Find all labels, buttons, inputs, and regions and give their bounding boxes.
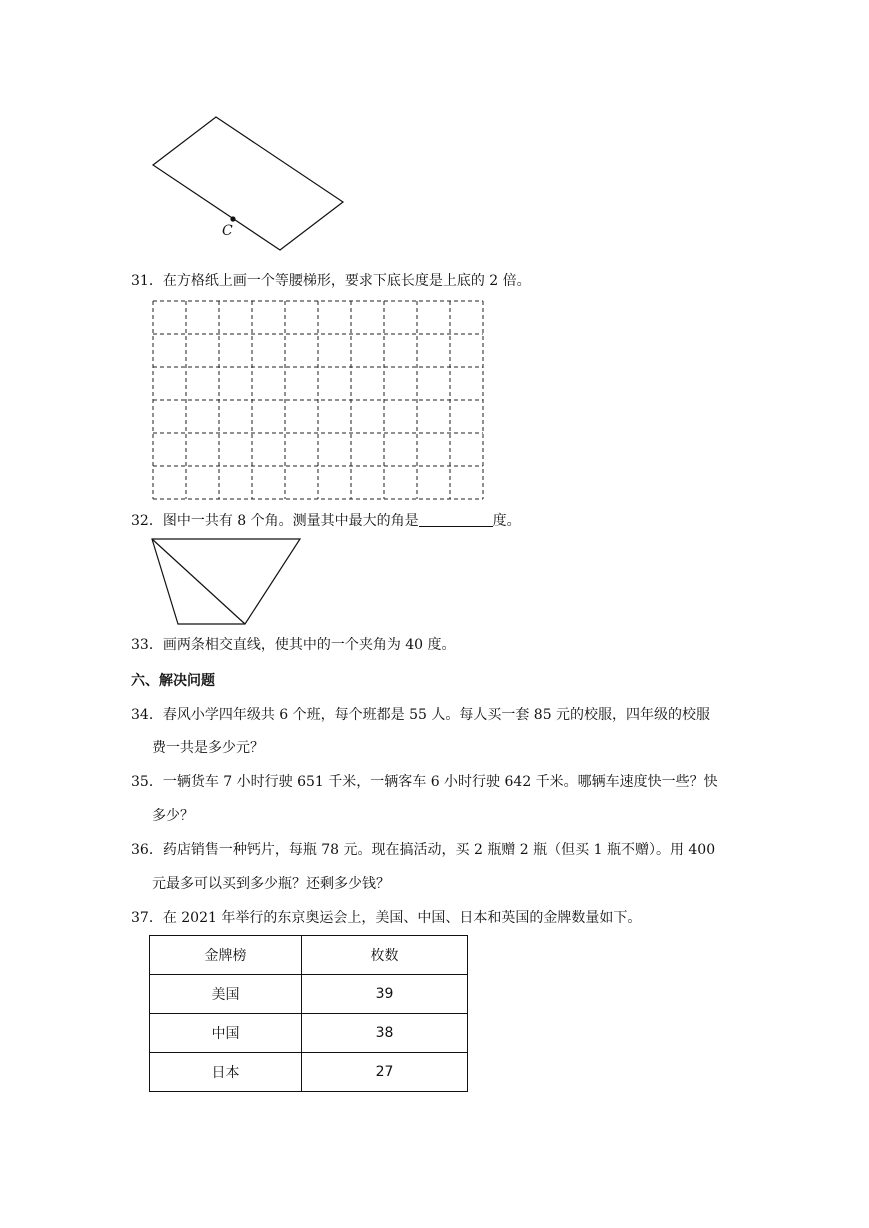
medal-table: [149, 935, 468, 1092]
trapezoid-figure: [148, 535, 308, 630]
question-35-line1: 35．一辆货车 7 小时行驶 651 千米，一辆客车 6 小时行驶 642 千米。哪辆车速度快一些？快: [131, 774, 718, 790]
header-count: 枚数: [302, 936, 468, 975]
question-35-line2: 多少？: [152, 808, 194, 824]
count-cell: 38: [302, 1014, 468, 1053]
parallelogram-figure: [148, 114, 348, 254]
count-cell: 39: [302, 975, 468, 1014]
table-row: [150, 1053, 468, 1092]
question-34-line1: 34．春风小学四年级共 6 个班，每个班都是 55 人。每人买一套 85 元的校服，四年级的校服: [131, 707, 711, 723]
answer-blank[interactable]: [419, 512, 493, 527]
table-header-row: [150, 936, 468, 975]
question-32-text: 32．图中一共有 8 个角。测量其中最大的角是: [131, 513, 419, 529]
table-row: [150, 975, 468, 1014]
question-32: [131, 511, 521, 531]
question-34-line2: 费一共是多少元？: [152, 740, 264, 756]
header-medal-list: 金牌榜: [150, 936, 302, 975]
question-31: 31．在方格纸上画一个等腰梯形，要求下底长度是上底的 2 倍。: [131, 273, 531, 289]
country-cell: 日本: [150, 1053, 302, 1092]
point-c-label: C: [222, 223, 233, 239]
table-row: [150, 1014, 468, 1053]
question-33: 33．画两条相交直线，使其中的一个夹角为 40 度。: [131, 637, 456, 653]
question-36-line1: 36．药店销售一种钙片，每瓶 78 元。现在搞活动，买 2 瓶赠 2 瓶（但买 1 瓶不赠）。用 400: [131, 842, 716, 858]
country-cell: 中国: [150, 1014, 302, 1053]
country-cell: 美国: [150, 975, 302, 1014]
question-36-line2: 元最多可以买到多少瓶？还剩多少钱？: [152, 876, 390, 892]
question-37: 37．在 2021 年举行的东京奥运会上，美国、中国、日本和英国的金牌数量如下。: [131, 910, 642, 926]
section-heading: 六、解决问题: [131, 673, 215, 689]
grid-paper: [150, 298, 485, 503]
count-cell: 27: [302, 1053, 468, 1092]
question-32-unit: 度。: [492, 513, 521, 529]
